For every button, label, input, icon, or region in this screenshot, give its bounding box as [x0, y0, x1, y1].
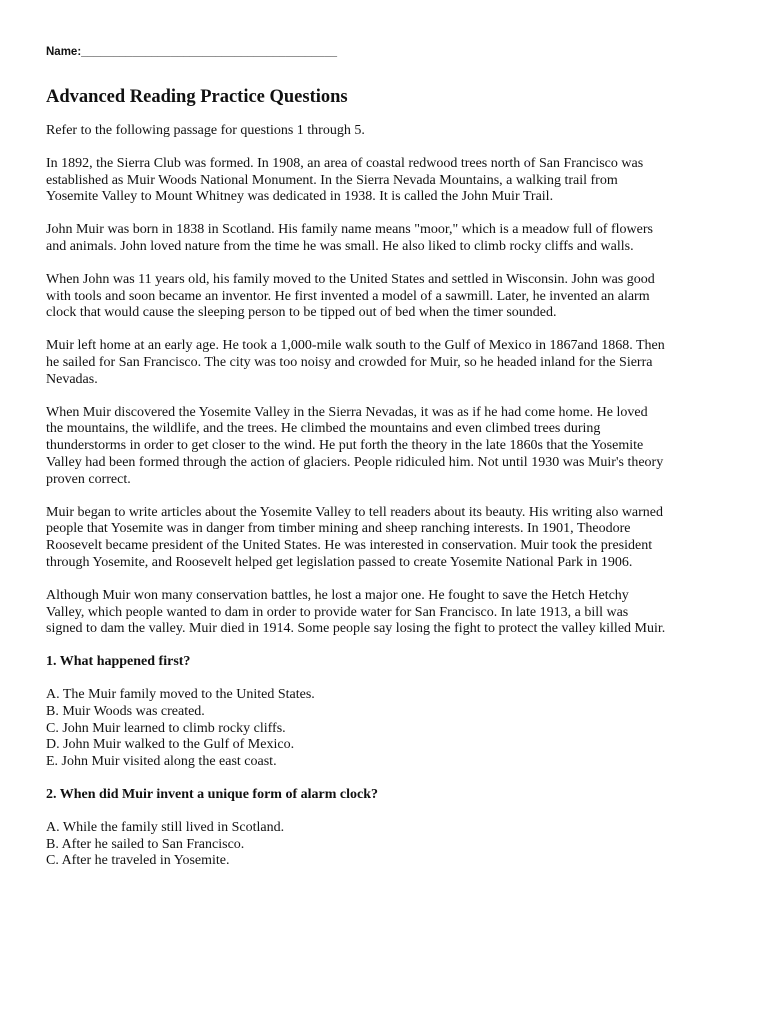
question-1-option-b: B. Muir Woods was created.: [46, 703, 205, 719]
passage-paragraph-2: John Muir was born in 1838 in Scotland. His family name means "moor," which is a meadow full of flowers and animals. John loved nature from the time he was small. He also liked to climb rocky cliffs and walls.: [46, 222, 653, 254]
question-1-options: [46, 687, 668, 771]
question-1-option-e: E. John Muir visited along the east coast.: [46, 754, 277, 770]
name-field-label: Name:________________________________________: [46, 46, 337, 58]
question-2-option-b: B. After he sailed to San Francisco.: [46, 836, 245, 852]
question-1-option-a: A. The Muir family moved to the United States.: [46, 686, 315, 702]
question-1-option-c: C. John Muir learned to climb rocky cliffs.: [46, 720, 286, 736]
question-1-text: 1. What happened first?: [46, 654, 191, 670]
document-content: [46, 86, 668, 886]
instruction-text: Refer to the following passage for questions 1 through 5.: [46, 123, 365, 138]
passage-paragraph-3: When John was 11 years old, his family moved to the United States and settled in Wisconsin. John was good with tools and soon became an inventor. He first invented a model of a sawmill. Later, he invented an alarm clock that would cause the sleeping person to be tipped out of bed when the timer sounded.: [46, 271, 655, 321]
passage-paragraph-7: Although Muir won many conservation battles, he lost a major one. He fought to save the Hetch Hetchy Valley, which people wanted to dam in order to provide water for San Francisco. In late 1913, a bill was signed to dam the valley. Muir died in 1914. Some people say losing the fight to protect the valley killed Muir.: [46, 587, 666, 637]
question-2-options: [46, 820, 668, 870]
passage-paragraph-6: Muir began to write articles about the Yosemite Valley to tell readers about its beauty. His writing also warned people that Yosemite was in danger from timber mining and sheep ranching interests. In 1901, Theodore Roosevelt became president of the United States. He was interested in conservation. Muir took the president through Yosemite, and Roosevelt helped get legislation passed to create Yosemite National Park in 1906.: [46, 504, 664, 570]
passage-paragraph-4: Muir left home at an early age. He took a 1,000-mile walk south to the Gulf of Mexico in 1867and 1868. Then he sailed for San Francisco. The city was too noisy and crowded for Muir, so he headed inland for the Sierra Nevadas.: [46, 338, 665, 387]
question-2-option-a: A. While the family still lived in Scotland.: [46, 819, 285, 835]
question-2: [46, 787, 668, 870]
passage: [46, 156, 668, 638]
passage-paragraph-5: When Muir discovered the Yosemite Valley in the Sierra Nevadas, it was as if he had come home. He loved the mountains, the wildlife, and the trees. He climbed the mountains and even climbed trees during thunderstorms in order to get closer to the wind. He put forth the theory in the late 1860s that the Yosemite Valley had been formed through the action of glaciers. People ridiculed him. Not until 1930 was Muir's theory proven correct.: [46, 404, 664, 487]
question-1-option-d: D. John Muir walked to the Gulf of Mexico.: [46, 737, 295, 753]
page-title: Advanced Reading Practice Questions: [46, 87, 348, 107]
question-2-text: 2. When did Muir invent a unique form of alarm clock?: [46, 786, 379, 802]
passage-paragraph-1: In 1892, the Sierra Club was formed. In 1908, an area of coastal redwood trees north of San Francisco was established as Muir Woods National Monument. In the Sierra Nevada Mountains, a walking trail from Yosemite Valley to Mount Whitney was dedicated in 1938. It is called the John Muir Trail.: [46, 155, 644, 205]
question-2-option-c: C. After he traveled in Yosemite.: [46, 853, 230, 869]
question-1: [46, 654, 668, 771]
